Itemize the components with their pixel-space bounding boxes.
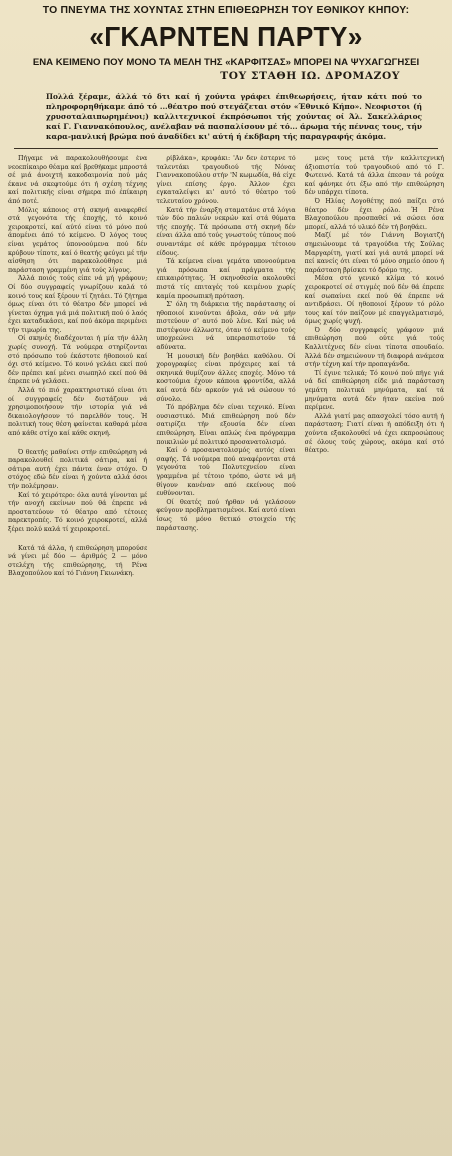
paragraph: ρίβλάκα», κρυφάκι: 'Αν δεν έστερνε τό ταλεντάκι τραγουδιού τής Νόνας Γιαννακοπούλου στήν 'Ν κωμωδία, θά είχε γίνει επίσης έργο. Άλλον έχει εγκαταλείψει κι' αυτό τό θέατρο τού τελευταίου χρόνου. [156, 155, 296, 205]
article-lead: Πολλά ξέραμε, άλλά τό δτι καί ή χούντα γράφει έπιθεωρήσεις, ήταν κάτι πού το πληροφορηθήκαμε άπό τό ...θέατρο πού στεγάζεται στόν «Έθνικό Κήπο». Νεοφιστοι (ή χρυσοταλαιπωρημένοι;) καλλιτεχνικοί έκπρόσωποι τής χούντας οί Άλ. Σακελλάριος καί Γ. Γιαννακόπουλος, ανέλαβαν νά πασπαλίσουν μέ τό... άρωμα τής πέννας τους, τήν καρα-μανλική βρώμα πού άναδίδει κι' αύτή ή έκδβαρη τής παραγραφής άκόμα. [46, 92, 422, 141]
article-kicker: ΤΟ ΠΝΕΥΜΑ ΤΗΣ ΧΟΥΝΤΑΣ ΣΤΗΝ ΕΠΙΘΕΩΡΗΣΗ ΤΟΥ ΕΘΝΙΚΟΥ ΚΗΠΟΥ: [42, 5, 410, 16]
column-middle [156, 155, 295, 579]
paragraph: Μέσα στό γενικό κλίμα τό κοινό χειροκροτεί σέ στιγμές πού δέν θά έπρεπε καί σωπαίνει εκεί πού θά έπρεπε νά αντιδράσει. Οί ηθοποιοί ξέρουν τό ρόλο τους καί τόν παίζουν μέ επαγγελματισμό, όμως χωρίς ψυχή. [304, 275, 444, 326]
paragraph: Τί έγινε τελικά; Τό κοινό πού πήγε γιά νά δεί επιθεώρηση είδε μιά παράσταση γεμάτη πολιτικά μηνύματα, καί τά μηνύματα αυτά δέν ήταν εκείνα πού περίμενε. [304, 369, 444, 412]
paragraph: μενς τους μετά τήν καλλιτεχνική άξιοπιστία τού τραγουδιού από τό Γ. Φωτεινό. Κατά τά άλλα έπεσαν τά ρούχα καί φάνηκε ότι έξω από τήν επιθεώρηση δέν υπάρχει τίποτα. [304, 155, 444, 197]
paragraph: Μόλις κάποιος στή σκηνή αναφερθεί στά γεγονότα τής έποχής, τό κοινό χειροκροτεί, καί αύτό είναι τό μόνο πού άπομένει άπό τό κείμενο. Ό λόγος τους είναι γεμάτος ύπονοούμενα πού δέν κρύβουν τίποτε, καί ό θεατής φεύγει μέ τήν αίσθηση ότι παρακολούθησε μιά παράσταση γραμμένη γιά τούς λίγους. [8, 206, 148, 274]
paragraph: Καί ό προσανατολισμός αυτός είναι σαφής. Τά νούμερα πού αναφέρονται στά γεγονότα τού Πολυτεχνείου είναι γραμμένα μέ τέτοιο τρόπο, ώστε νά μή θίγουν κανέναν από εκείνους πού ευθύνονται. [156, 447, 296, 498]
section-gap [8, 535, 147, 545]
paragraph: Άλλά ποιός τούς είπε νά μή γράφουν; Οί δύο συγγραφείς γνωρίζουν καλά τό κοινό τους καί ξέρουν τί ζητάει. Τό ζήτημα όμως είναι ότι τό θέατρο δέν μπορεί νά γίνεται όχημα γιά μιά πολιτική πού ό λαός έχει καταδικάσει, καί πού άκόμα περιμένει τήν τιμωρία της. [8, 275, 148, 334]
paragraph: Ό Ηλίας Λογοθέτης πού παίζει στό θέατρο δέν έχει ρόλο. Ή Ρένα Βλαχοπούλου προσπαθεί νά σώσει όσα μπορεί, αλλά τό υλικό δέν τή βοηθάει. [304, 197, 444, 231]
paragraph: Καί τό χειρότερο: όλα αυτά γίνονται μέ τήν ανοχή εκείνων πού θά έπρεπε νά προστατεύουν τό θέατρο από τέτοιες παρεκτροπές. Τό κοινό χειροκροτεί, αλλά ξέρει πολύ καλά τί χειροκροτεί. [8, 491, 148, 533]
article-headline: «ΓΚΑΡΝΤΕΝ ΠΑΡΤΥ» [89, 21, 363, 52]
paragraph: Ό θεατής μαθαίνει στήν επιθεώρηση νά παρακολουθεί πολιτικά σάτιρα, καί ή σάτιρα αυτή έχει πάντα έναν στόχο. Ό στόχος εδώ δέν είναι ή χούντα αλλά όσοι τήν πολέμησαν. [8, 448, 148, 490]
paragraph: Ό δύο συγγραφείς γράφουν μιά επιθεώρηση πού ούτε γιά τούς Καλλιτέχνες δέν είναι τίποτα σπουδαίο. Άλλά δέν σημειώνουν τή διαφορά ανάμεσα στήν τέχνη καί τήν προπαγάνδα. [304, 326, 444, 369]
column-left [8, 155, 147, 579]
section-gap [8, 439, 147, 449]
paragraph: Μαζί μέ τόν Γιάννη Βογιατζή σημειώνουμε τά τραγούδια τής Σούλας Μαργαρίτη, γιατί καί γιά αυτά μπορεί νά πεί κανείς ότι είναι τό μόνο σημείο όπου ή παράσταση βρίσκει τό δρόμο της. [304, 232, 444, 274]
paragraph: Κατά τά άλλα, ή επιθεώρηση μπορούσε νά γίνει μέ δύο — άριθμός 2 — μόνο στελέχη τής επιθεώρησης, τή Ρένα Βλαχοπούλου καί τό Γιάννη Γκιωνάκη. [8, 544, 148, 578]
paragraph: Άλλά τό πιό χαρακτηριστικό είναι ότι οί συγγραφείς δέν διστάζουν νά χρησιμοποιήσουν τήν ιστορία γιά νά δικαιολογήσουν τό παρελθόν τους. Ή πολιτική τους θέση φαίνεται καθαρά μέσα από κάθε στίχο καί κάθε σκηνή. [8, 387, 148, 437]
paragraph: Κατά τήν έναρξη σταματάνε στά λόγια τών δύο παλιών νεκρών καί στά θύματα τής εποχής. Τά πρόσωπα στή σκηνή δέν είναι άλλα από τούς γνωστούς τύπους πού συναντάμε σέ κάθε πρόγραμμα τέτοιου είδους. [156, 206, 296, 257]
paragraph: Τά κείμενα είναι γεμάτα υπονοούμενα γιά πρόσωπα καί πράγματα τής επικαιρότητας. Ή σκηνοθεσία ακολουθεί πιστά τίς επιταγές τού κειμένου χωρίς καμία προσωπική πρόταση. [156, 258, 296, 300]
article-subhead: ΕΝΑ ΚΕΙΜΕΝΟ ΠΟΥ ΜΟΝΟ ΤΑ ΜΕΛΗ ΤΗΣ «ΚΑΡΦΙΤΣΑΣ» ΜΠΟΡΕΙ ΝΑ ΨΥΧΑΓΩΓΗΣΕΙ [32, 57, 420, 68]
paragraph: Τό πρόβλημα δέν είναι τεχνικό. Είναι ουσιαστικό. Μιά επιθεώρηση πού δέν σατιρίζει τήν εξουσία δέν είναι επιθεώρηση. Είναι απλώς ένα πρόγραμμα ποικιλιών μέ πολιτικό προσανατολισμό. [156, 404, 296, 446]
paragraph: Οί σκηνές διαδέχονται ή μία τήν άλλη χωρίς συνοχή. Τά νούμερα στηρίζονται στό πρόσωπο τού έκάστοτε ήθοποιού καί όχι στό κείμενο. Τό κοινό γελάει εκεί πού δέν πρέπει καί μένει σιωπηλό εκεί πού θά έπρεπε νά γελάσει. [8, 335, 148, 386]
section-divider [14, 148, 438, 149]
column-right [305, 155, 444, 579]
article-columns [8, 155, 444, 579]
article-byline: ΤΟΥ ΣΤΑΘΗ ΙΩ. ΔΡΟΜΑΖΟΥ [220, 70, 400, 82]
paragraph: Πήγαμε νά παρακολουθήσουμε ένα νεοεπίκαιρο θέαμα καί βρεθήκαμε μπροστά σέ μιά άνοιχτή κακοδαιμονία πού μάς έκανε νά σκεφτούμε ότι ή σχέση τέχνης καί πολιτικής είναι σήμερα πιό έπίκαιρη άπό ποτέ. [8, 155, 148, 205]
paragraph: Σ' όλη τη διάρκεια τής παράστασης οί ηθοποιοί κινούνται άβολα, σάν νά μήν πιστεύουν σ' αυτό πού λένε. Καί πώς νά πιστέψουν άλλωστε, όταν τό κείμενο τούς υποχρεώνει νά υπερασπιστούν τά αδύνατα. [156, 301, 296, 352]
paragraph: Αλλά γιατί μας απασχολεί τόσο αυτή ή παράσταση; Γιατί είναι ή απόδειξη ότι ή χούντα εξακολουθεί νά έχει εκπροσώπους σέ όλους τούς χώρους, ακόμα καί στό θέατρο. [304, 412, 444, 455]
paragraph: Οί θεατές πού ήρθαν νά γελάσουν φεύγουν προβληματισμένοι. Καί αυτό είναι ίσως τό μόνο θετικό στοιχείο τής παράστασης. [156, 498, 296, 532]
paragraph: Ή μουσική δέν βοηθάει καθόλου. Οί χορογραφίες είναι πρόχειρες καί τά σκηνικά θυμίζουν άλλες εποχές. Μόνο τά κοστούμια έχουν κάποια φροντίδα, αλλά καί αυτά δέν αρκούν γιά νά σώσουν τό σύνολο. [156, 352, 296, 403]
